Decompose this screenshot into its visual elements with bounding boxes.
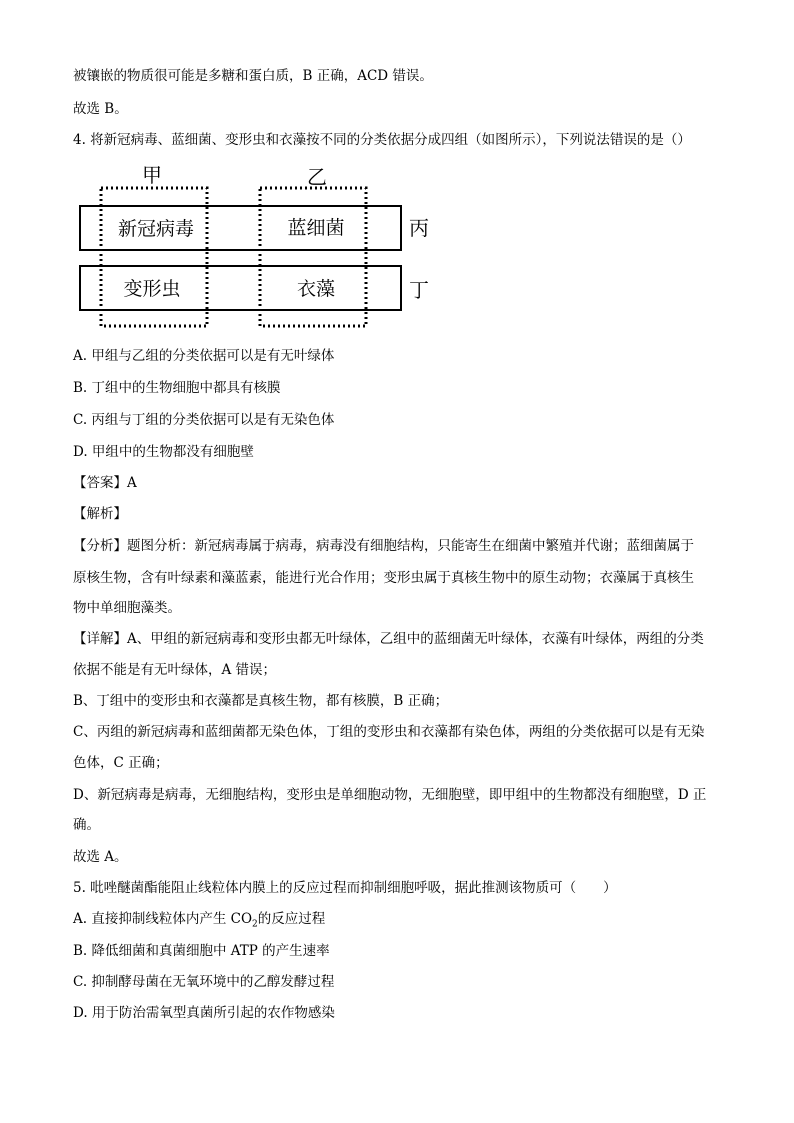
option-d: D. 用于防治需氧型真菌所引起的农作物感染 [73, 1005, 335, 1021]
cell-bianxingchong: 变形虫 [123, 278, 181, 300]
question-5: 5. 吡唑醚菌酯能阻止线粒体内膜上的反应过程而抑制细胞呼吸，据此推测该物质可（ ） [73, 880, 617, 896]
label-jia: 甲 [142, 163, 162, 187]
option-b: B. 丁组中的生物细胞中都具有核膜 [73, 380, 281, 396]
option-d: D. 甲组中的生物都没有细胞壁 [73, 444, 254, 460]
answer-line: 【答案】A [73, 475, 137, 491]
label-yi: 乙 [307, 165, 327, 189]
detail-text: D、新冠病毒是病毒，无细胞结构，变形虫是单细胞动物，无细胞壁，即甲组中的生物都没有细胞壁，D 正 [73, 787, 707, 803]
choice-line: 故选 A。 [73, 849, 128, 865]
detail-text: B、丁组中的变形虫和衣藻都是真核生物，都有核膜，B 正确； [73, 693, 449, 709]
analysis-text: 【分析】题图分析：新冠病毒属于病毒，病毒没有细胞结构，只能寄生在细菌中繁殖并代谢；蓝细菌属于 [73, 538, 694, 554]
subscript: 2 [252, 919, 258, 930]
detail-text: C、丙组的新冠病毒和蓝细菌都无染色体，丁组的变形虫和衣藻都有染色体，两组的分类依据可以是有无染 [73, 724, 705, 740]
option-a: A. 甲组与乙组的分类依据可以是有无叶绿体 [73, 348, 335, 364]
label-bing: 丙 [409, 216, 429, 240]
option-b: B. 降低细菌和真菌细胞中 ATP 的产生速率 [73, 943, 330, 959]
analysis-text: 物中单细胞藻类。 [73, 600, 181, 616]
detail-text: 依据不能是有无叶绿体，A 错误； [73, 662, 277, 678]
question-4: 4. 将新冠病毒、蓝细菌、变形虫和衣藻按不同的分类依据分成四组（如图所示），下列说法错误的是（） [73, 132, 691, 148]
classification-figure [78, 160, 438, 332]
analysis-heading: 【解析】 [73, 506, 127, 522]
column-box-yi [260, 188, 366, 326]
option-a-text-end: 的反应过程 [257, 911, 326, 927]
option-a-text: A. 直接抑制线粒体内产生 CO [73, 911, 253, 927]
cell-xinguan: 新冠病毒 [117, 218, 195, 240]
cell-yizao: 衣藻 [296, 278, 336, 300]
column-box-jia [101, 188, 207, 326]
analysis-text: 原核生物，含有叶绿素和藻蓝素，能进行光合作用；变形虫属于真核生物中的原生动物；衣藻属于真核生 [73, 570, 694, 586]
detail-text: 【详解】A、甲组的新冠病毒和变形虫都无叶绿体，乙组中的蓝细菌无叶绿体，衣藻有叶绿体，两组的分类 [73, 631, 704, 647]
option-c: C. 抑制酵母菌在无氧环境中的乙醇发酵过程 [73, 974, 335, 990]
label-ding: 丁 [409, 278, 429, 302]
cell-lanxijun: 蓝细菌 [287, 217, 345, 239]
text-line: 故选 B。 [73, 101, 128, 117]
option-c: C. 丙组与丁组的分类依据可以是有无染色体 [73, 412, 335, 428]
text-line: 被镶嵌的物质很可能是多糖和蛋白质，B 正确，ACD 错误。 [73, 68, 433, 84]
option-a [73, 909, 325, 935]
detail-text: 确。 [73, 817, 100, 833]
detail-text: 色体，C 正确； [73, 755, 169, 771]
